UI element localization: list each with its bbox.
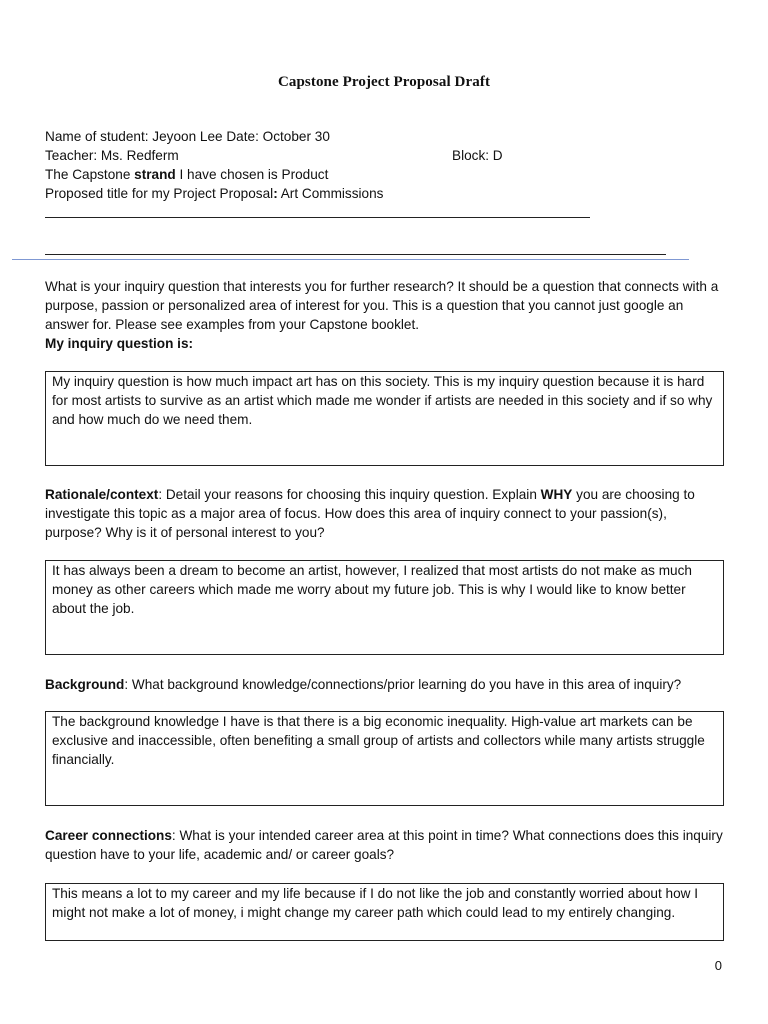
rationale-prompt: [45, 485, 725, 542]
inquiry-answer-box[interactable]: My inquiry question is how much impact art has on this society. This is my inquiry question because it is hard for most artists to survive as an artist which made me wonder if artists are needed in this society and if so why and how much do we need them.: [45, 371, 724, 466]
student-name-date-line: Name of student: Jeyoon Lee Date: October 30: [45, 129, 330, 144]
background-prompt-text: : What background knowledge/connections/prior learning do you have in this area of inquiry?: [124, 677, 682, 692]
teacher-line: Teacher: Ms. Redferm: [45, 148, 179, 163]
blank-line-2: [45, 254, 666, 255]
proposal-title-value: Art Commissions: [277, 186, 384, 201]
block-line: Block: D: [452, 148, 503, 163]
blank-line-1: [45, 217, 590, 218]
section-divider: [12, 259, 689, 260]
rationale-prompt-part2: you are choosing to investigate this topic as a major area of focus. How does this area of inquiry connect to your passion(s), purpose? Why is it of personal interest to you?: [45, 487, 695, 540]
background-answer-box[interactable]: The background knowledge I have is that there is a big economic inequality. High-value art markets can be exclusive and inaccessible, often benefiting a small group of artists and collectors while many artists struggle financially.: [45, 711, 724, 806]
rationale-why: WHY: [540, 487, 573, 502]
proposal-title-prefix: Proposed title for my Project Proposal: [45, 186, 274, 201]
document-title: Capstone Project Proposal Draft: [277, 74, 491, 90]
inquiry-label: [45, 334, 725, 353]
strand-suffix: I have chosen is Product: [175, 167, 329, 182]
inquiry-prompt: What is your inquiry question that interests you for further research? It should be a question that connects with a purpose, passion or personalized area of interest for you. This is a question that you cannot just google an answer for. Please see examples from your Capstone booklet.: [45, 279, 719, 332]
career-prompt-text: : What is your intended career area at this point in time? What connections does this inquiry question have to your life, academic and/ or career goals?: [45, 828, 723, 862]
page-number: 0: [714, 958, 722, 973]
background-label: Background: [45, 677, 125, 692]
career-answer-box[interactable]: This means a lot to my career and my life because if I do not like the job and constantly worried about how I might not make a lot of money, i might change my career path which could lead to my entirely changing.: [45, 883, 724, 941]
strand-prefix: The Capstone: [45, 167, 135, 182]
proposal-title-colon: :: [273, 186, 278, 201]
proposal-title-line: [45, 184, 383, 203]
strand-line: [45, 165, 328, 184]
rationale-answer-box[interactable]: It has always been a dream to become an artist, however, I realized that most artists do not make as much money as other careers which made me worry about my future job. This is why I would like to know better about the job.: [45, 560, 724, 655]
career-label: Career connections: [45, 828, 172, 843]
career-prompt: [45, 826, 725, 864]
inquiry-label-text: My inquiry question is:: [45, 336, 194, 351]
rationale-label: Rationale/context: [45, 487, 159, 502]
background-prompt: [45, 675, 745, 694]
strand-bold: strand: [134, 167, 176, 182]
rationale-prompt-part1: : Detail your reasons for choosing this inquiry question. Explain: [158, 487, 541, 502]
